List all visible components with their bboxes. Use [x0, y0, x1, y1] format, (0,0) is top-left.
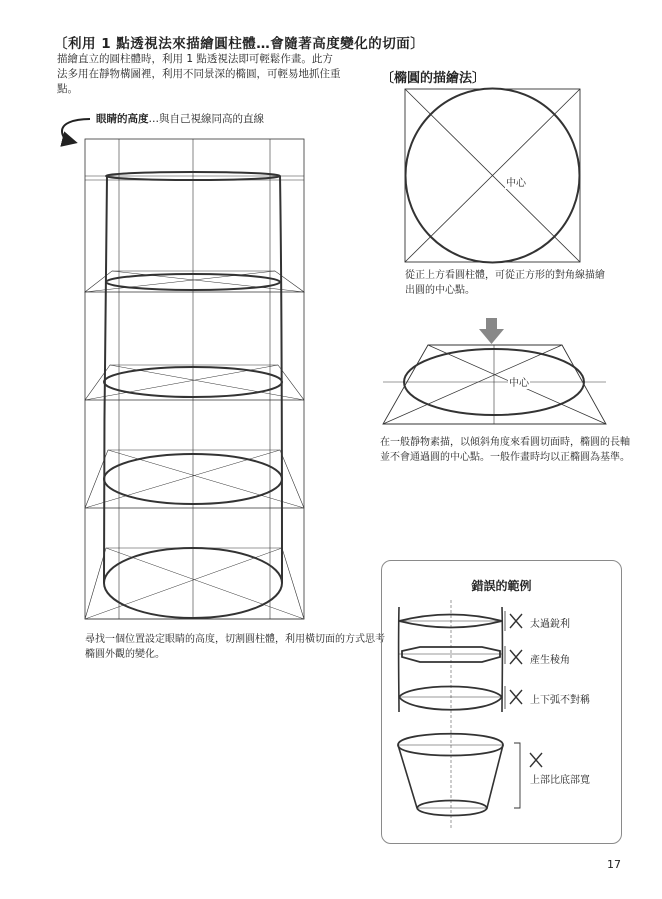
error-label-too-sharp: 太過銳利 — [530, 619, 570, 630]
error-label-asymmetric: 上下弧不對稱 — [530, 695, 590, 706]
circle-in-square-diagram — [405, 89, 580, 263]
error-label-top-wider: 上部比底部寬 — [530, 775, 590, 786]
circle-caption: 從正上方看圓柱體，可從正方形的對角線描繪出圓的中心點。 — [405, 270, 605, 296]
error-examples-title: 錯誤的範例 — [471, 579, 532, 593]
down-arrow-icon — [479, 318, 504, 344]
eye-level-label-bold: 眼睛的高度 — [96, 113, 149, 125]
eye-level-label-rest: …與自己視線同高的直線 — [148, 113, 264, 125]
page-number: 17 — [607, 858, 621, 871]
ellipse-caption: 在一般靜物素描，以傾斜角度來看圓切面時，橢圓的長軸並不會通過圓的中心點。一般作畫時均以正橢圓為基準。 — [380, 437, 630, 463]
intro-text: 描繪直立的圓柱體時，利用 1 點透視法即可輕鬆作畫。此方法多用在靜物構圖裡，利用不同景深的橢圓，可輕易地抓住重點。 — [57, 53, 341, 95]
eye-level-label — [96, 111, 264, 126]
eye-level-arrow-icon — [62, 119, 90, 141]
error-label-corners: 產生稜角 — [530, 655, 570, 666]
ellipse-in-trapezoid-diagram — [383, 345, 606, 424]
center-label-mid: 中心 — [508, 374, 530, 389]
center-label-top: 中心 — [505, 174, 527, 189]
perspective-cylinder-drawing — [62, 119, 304, 619]
cylinder-caption: 尋找一個位置設定眼睛的高度，切割圓柱體，利用橫切面的方式思考橢圓外觀的變化。 — [85, 634, 385, 660]
ellipse-method-title: 〔橢圓的描繪法〕 — [381, 71, 486, 86]
page-title: 〔利用 1 點透視法來描繪圓柱體…會隨著高度變化的切面〕 — [54, 36, 425, 52]
